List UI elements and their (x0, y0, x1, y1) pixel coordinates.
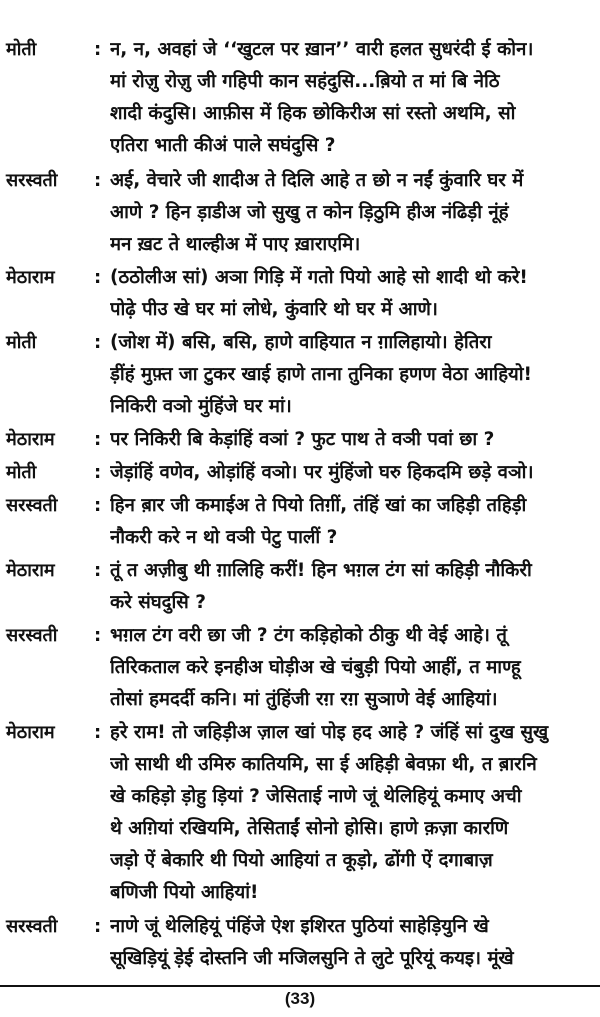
speech-text (110, 490, 596, 554)
speech-line: नौकरी करे न थो वञी पेटु पालीं ? (110, 527, 338, 548)
colon-separator: : (94, 462, 102, 483)
speech-line: न, न, अवहां जे ‘‘खुटल पर ख़ान’’ वारी हलत सुधरंदी ई कोन। (110, 39, 534, 60)
speech-text (110, 911, 596, 975)
speech-line: करे संघदुसि ? (110, 592, 206, 613)
speech-line: तोसां हमदर्दी कनि। मां तुंहिंजी रग़ रग़ सुञाणे वेई आहियां। (110, 689, 498, 710)
speech-line: नाणे जूं थेलिहियूं पंहिंजे ऐश इशिरत पुठियां साहेड़ियुनि खे (110, 916, 489, 937)
speech-text (110, 555, 596, 619)
speech-line: थे अग़ियां रखियमि, तेसिताईं सोनो होसि। हाणे क़ज़ा कारणि (110, 818, 509, 839)
speech-text (110, 717, 596, 909)
speech-line: पर निकिरी बि केड़ांहिं वञां ? फुट पाथ ते वञी पवां छा ? (110, 429, 495, 450)
speaker-name: सरस्वती (6, 625, 58, 646)
speech-line: शादी कंदुसि। आफ़ीस में हिक छोकिरीअ सां रस्तो अथमि, सो (110, 103, 516, 124)
speaker-name: सरस्वती (6, 916, 58, 937)
speaker-name: मोती (6, 39, 37, 60)
speech-text (110, 620, 596, 716)
speech-line: मन ख़ट ते थाल्हीअ में पाए ख़ाराएमि। (110, 234, 361, 255)
speaker-name: सरस्वती (6, 170, 58, 191)
speaker-name: सरस्वती (6, 495, 58, 516)
speaker-name: मोती (6, 462, 37, 483)
speech-text (110, 327, 596, 423)
colon-separator: : (94, 170, 102, 191)
speech-line: आणे ? हिन ड़ाडीअ जो सुखु त कोन ड़िठुमि हीअ नंढिड़ी नूंहं (110, 202, 509, 223)
speech-line: बणिजी पियो आहियां! (110, 882, 259, 903)
page-number: (33) (284, 989, 316, 1008)
speaker-name: मेठाराम (6, 429, 55, 450)
speech-line: मां रोज़ु रोज़ु जी गहिपी कान सहंदुसि...ब़ियो त मां बि नेठि (110, 71, 500, 92)
speech-line: भग़ल टंग वरी छा जी ? टंग कड़िहोको ठीकु थी वेई आहे। तूं (110, 625, 507, 646)
colon-separator: : (94, 625, 102, 646)
colon-separator: : (94, 39, 102, 60)
speech-line: हिन ब़ार जी कमाईअ ते पियो तिग़ीं, तंहिं खां का जहिड़ी तहिड़ी (110, 495, 527, 516)
speech-line: तूं त अज़ीबु थी ग़ालिहि करीं! हिन भग़ल टंग सां कहिड़ी नौकिरी (110, 560, 532, 581)
colon-separator: : (94, 722, 102, 743)
colon-separator: : (94, 560, 102, 581)
speech-line: (ठठोलीअ सां) अञा गिड़ि में गतो पियो आहे सो शादी थो करे! (110, 267, 528, 288)
speech-line: (जोश में) बसि, बसि, हाणे वाहियात न ग़ालिहायो। हेतिरा (110, 332, 492, 353)
speech-line: हरे राम! तो जहिड़ीअ ज़ाल खां पोइ हद आहे ? जंहिं सां दुख सुखु (110, 722, 549, 743)
colon-separator: : (94, 916, 102, 937)
speech-line: खे कहिड़ो ड़ोहु ड़ियां ? जेसिताई नाणे जूं थेलिहियूं कमाए अची (110, 786, 522, 807)
speech-line: ड़ींहं मुफ़्त जा टुकर खाई हाणे ताना तुनिका हणण वेठा आहियो! (110, 364, 532, 385)
colon-separator: : (94, 332, 102, 353)
speech-line: पोढ़े पीउ खे घर मां लोधे, कुंवारि थो घर में आणे। (110, 299, 438, 320)
colon-separator: : (94, 267, 102, 288)
speech-line: तिरिकताल करे इनहीअ घोड़ीअ खे चंबुड़ी पियो आहीं, त माण्हू (110, 657, 521, 678)
speech-line: निकिरी वञो मुंहिंजे घर मां। (110, 396, 292, 417)
speaker-name: मोती (6, 332, 37, 353)
speech-text (110, 34, 596, 162)
speaker-name: मेठाराम (6, 722, 55, 743)
speech-text (110, 165, 596, 261)
colon-separator: : (94, 429, 102, 450)
speech-line: एतिरा भाती कीअं पाले सघंदुसि ? (110, 135, 336, 156)
speech-line: अई, वेचारे जी शादीअ ते दिलि आहे त छो न नईं कुंवारि घर में (110, 170, 524, 191)
speech-text (110, 424, 596, 456)
speech-text (110, 457, 596, 489)
speech-line: सूखिड़ियूं ड़ेई दोस्तनि जी मजिलसुनि ते लुटे पूरियूं कयइ। मूंखे (110, 948, 514, 969)
speech-line: जो साथी थी उमिरु कातियमि, सा ई अहिड़ी बेवफ़ा थी, त ब़ारनि (110, 754, 537, 775)
speaker-name: मेठाराम (6, 560, 55, 581)
speech-line: जड़ो ऐं बेकारि थी पियो आहियां त कूड़ो, ढोंगी ऐं दगाबाज़ (110, 850, 493, 871)
speech-line: जेड़ांहिं वणेव, ओड़ांहिं वञो। पर मुंहिंजो घरु हिकदमि छड़े वञो। (110, 462, 534, 483)
speech-text (110, 262, 596, 326)
speaker-name: मेठाराम (6, 267, 55, 288)
colon-separator: : (94, 495, 102, 516)
